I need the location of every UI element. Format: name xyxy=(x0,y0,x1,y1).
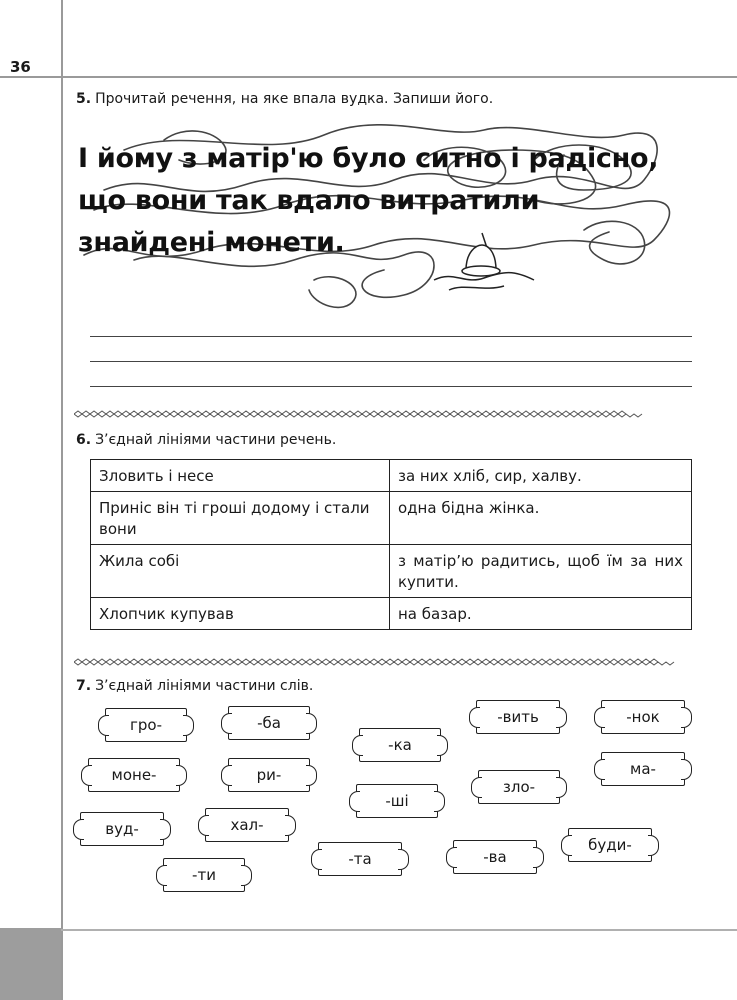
table-row xyxy=(91,545,692,598)
syllable-card[interactable]: вуд- xyxy=(80,812,164,846)
task-6-number: 6. xyxy=(76,432,92,448)
sentence-start[interactable]: Приніс він ті гроші додому і стали вони xyxy=(91,492,390,545)
table-row xyxy=(91,598,692,630)
task-5-title xyxy=(76,91,493,107)
syllable-card[interactable]: моне- xyxy=(88,758,180,792)
scribbled-line-3: знайдені монети. xyxy=(78,227,345,258)
scribbled-sentence xyxy=(78,138,698,264)
task-7-instruction: З’єднай лініями частини слів. xyxy=(95,678,314,694)
syllable-card[interactable]: -ти xyxy=(163,858,245,892)
syllable-card[interactable]: хал- xyxy=(205,808,289,842)
table-row xyxy=(91,492,692,545)
answer-line-1[interactable] xyxy=(90,336,692,337)
sentence-end[interactable]: на базар. xyxy=(390,598,692,630)
page-number: 36 xyxy=(10,58,31,76)
task-7-number: 7. xyxy=(76,678,92,694)
task-5-number: 5. xyxy=(76,91,92,107)
syllable-card[interactable]: гро- xyxy=(105,708,187,742)
scribbled-line-2: що вони так вдало витратили xyxy=(78,185,540,216)
sentence-matching-table xyxy=(90,459,692,630)
syllable-card[interactable]: -вить xyxy=(476,700,560,734)
syllable-card[interactable]: буди- xyxy=(568,828,652,862)
syllable-card[interactable]: -та xyxy=(318,842,402,876)
section-divider xyxy=(74,658,694,666)
syllable-card[interactable]: -ба xyxy=(228,706,310,740)
task-6-title xyxy=(76,432,336,448)
syllable-card[interactable]: -ші xyxy=(356,784,438,818)
sentence-end[interactable]: з матір’ю радитись, щоб їм за них купити. xyxy=(390,545,692,598)
syllable-card[interactable]: зло- xyxy=(478,770,560,804)
top-rule xyxy=(0,76,737,78)
sentence-start[interactable]: Зловить і несе xyxy=(91,460,390,492)
corner-block xyxy=(0,928,61,1000)
syllable-card[interactable]: -ва xyxy=(453,840,537,874)
sentence-start[interactable]: Жила собі xyxy=(91,545,390,598)
page-margin xyxy=(0,0,61,1000)
sentence-end[interactable]: одна бідна жінка. xyxy=(390,492,692,545)
margin-line xyxy=(61,0,63,1000)
task-6-instruction: З’єднай лініями частини речень. xyxy=(95,432,337,448)
answer-line-2[interactable] xyxy=(90,361,692,362)
syllable-card[interactable]: -нок xyxy=(601,700,685,734)
syllable-card[interactable]: ма- xyxy=(601,752,685,786)
bottom-rule xyxy=(61,929,737,931)
task-7-title xyxy=(76,678,313,694)
syllable-card[interactable]: -ка xyxy=(359,728,441,762)
table-row xyxy=(91,460,692,492)
sentence-end[interactable]: за них хліб, сир, халву. xyxy=(390,460,692,492)
answer-line-3[interactable] xyxy=(90,386,692,387)
syllable-card[interactable]: ри- xyxy=(228,758,310,792)
task-5-instruction: Прочитай речення, на яке впала вудка. Запиши його. xyxy=(95,91,494,107)
scribbled-line-1: I йому з матір'ю було ситно і радісно, xyxy=(78,143,659,174)
sentence-start[interactable]: Хлопчик купував xyxy=(91,598,390,630)
section-divider xyxy=(74,410,694,418)
